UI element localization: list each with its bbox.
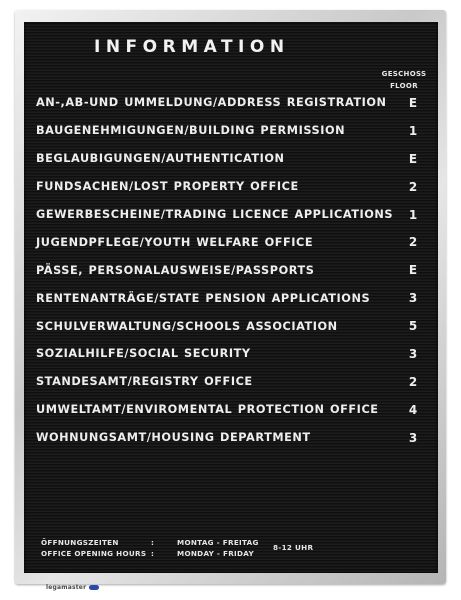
entry-floor: 5 — [408, 319, 418, 334]
directory-entry — [36, 256, 426, 284]
entry-label: STANDESAMT/REGISTRY OFFICE — [36, 375, 253, 389]
hours-days — [177, 537, 259, 559]
brand-logo-icon — [89, 585, 99, 590]
floor-header-german: GESCHOSS — [381, 70, 427, 78]
hours-label-english: OFFICE OPENING HOURS — [41, 549, 147, 558]
directory-entry — [36, 228, 426, 256]
directory-entry — [36, 312, 426, 340]
directory-entry — [36, 117, 426, 145]
entry-floor: 2 — [408, 374, 418, 389]
entry-label: BEGLAUBIGUNGEN/AUTHENTICATION — [36, 152, 285, 166]
directory-entry — [36, 173, 426, 201]
entry-floor: E — [408, 95, 418, 110]
entry-label: SCHULVERWALTUNG/SCHOOLS ASSOCIATION — [36, 319, 338, 333]
entry-floor: E — [408, 263, 418, 278]
directory-entry — [36, 424, 426, 452]
hours-time — [273, 542, 313, 553]
entry-label: FUNDSACHEN/LOST PROPERTY OFFICE — [36, 180, 299, 194]
hours-separator — [151, 537, 154, 559]
brand-logo — [46, 584, 99, 591]
entry-label: RENTENANTRÄGE/STATE PENSION APPLICATIONS — [36, 291, 371, 305]
entry-floor: 4 — [408, 402, 418, 417]
entry-floor: 1 — [408, 207, 418, 222]
hours-days-english: MONDAY - FRIDAY — [177, 549, 254, 558]
entry-label: GEWERBESCHEINE/TRADING LICENCE APPLICATIONS — [36, 208, 394, 221]
hours-time-value: 8-12 UHR — [273, 543, 314, 552]
directory-list — [36, 89, 426, 452]
directory-entry — [36, 396, 426, 424]
directory-entry — [36, 145, 426, 173]
entry-floor: E — [408, 151, 418, 166]
entry-floor: 2 — [408, 235, 418, 250]
hours-label — [41, 537, 146, 559]
entry-label: AN-,AB-UND UMMELDUNG/ADDRESS REGISTRATION — [36, 96, 387, 110]
entry-floor: 3 — [408, 346, 418, 361]
entry-floor: 3 — [408, 430, 418, 445]
entry-label: UMWELTAMT/ENVIROMENTAL PROTECTION OFFICE — [36, 403, 379, 417]
board-title: INFORMATION — [94, 37, 290, 57]
entry-label: PÄSSE, PERSONALAUSWEISE/PASSPORTS — [36, 263, 315, 277]
entry-label: BAUGENEHMIGUNGEN/BUILDING PERMISSION — [36, 124, 346, 138]
entry-label: SOZIALHILFE/SOCIAL SECURITY — [36, 347, 251, 361]
hours-separator-1: : — [151, 538, 155, 547]
directory-entry — [36, 284, 426, 312]
directory-entry — [36, 89, 426, 117]
directory-entry — [36, 368, 426, 396]
entry-floor: 1 — [408, 123, 418, 138]
directory-entry — [36, 340, 426, 368]
hours-separator-2: : — [151, 549, 155, 558]
floor-header-english: FLOOR — [390, 82, 418, 90]
entry-floor: 2 — [408, 179, 418, 194]
hours-label-german: ÖFFNUNGSZEITEN — [41, 538, 119, 547]
entry-floor: 3 — [408, 291, 418, 306]
entry-label: JUGENDPFLEGE/YOUTH WELFARE OFFICE — [36, 235, 314, 249]
hours-days-german: MONTAG - FREITAG — [177, 538, 259, 547]
directory-entry — [36, 201, 426, 229]
entry-label: WOHNUNGSAMT/HOUSING DEPARTMENT — [36, 431, 311, 445]
brand-name: legamaster — [46, 584, 87, 591]
